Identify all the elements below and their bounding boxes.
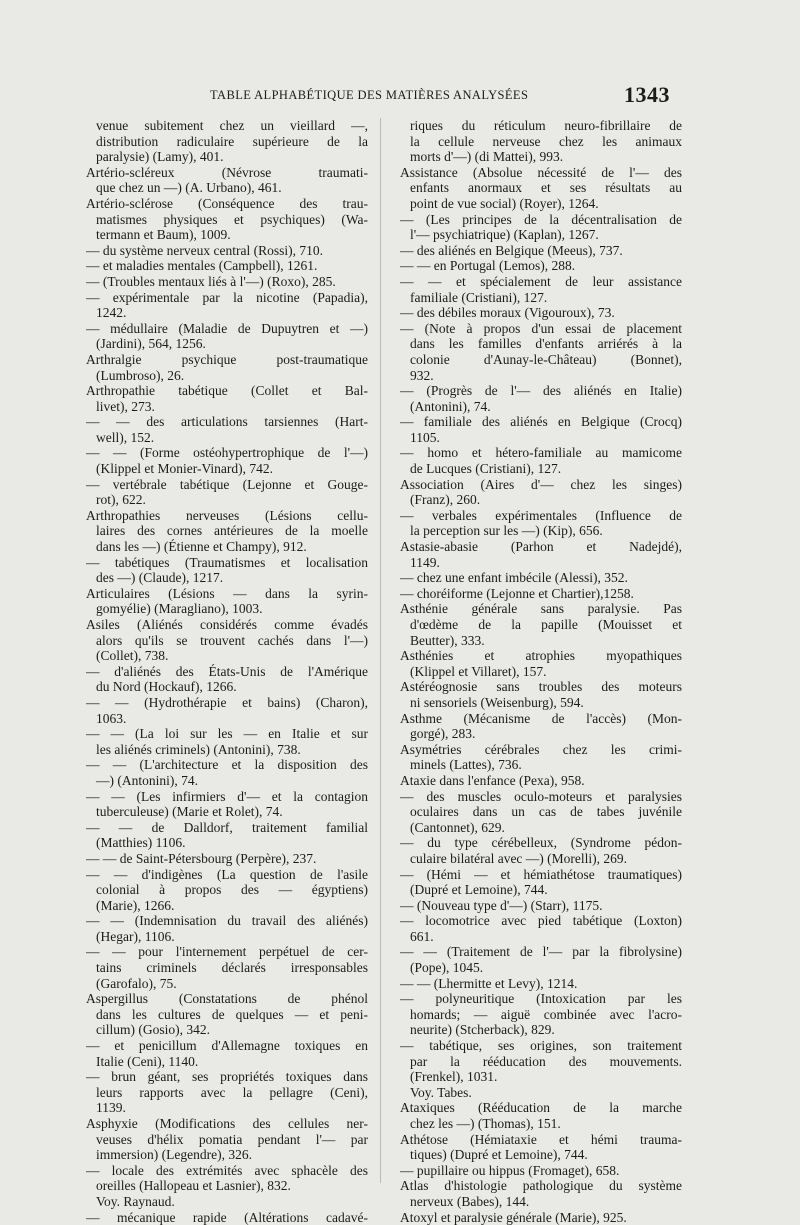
index-line: (Dupré et Lemoine), 744.	[410, 882, 548, 898]
index-line: — d'aliénés des États-Unis de l'Amérique	[86, 663, 368, 679]
index-line: 1139.	[96, 1100, 126, 1116]
index-line: 661.	[410, 928, 434, 944]
index-line: d'œdème de la papille (Mouisset et	[410, 617, 682, 632]
index-line: la perception sur les —) (Kip), 656.	[410, 523, 603, 539]
index-line: Aspergillus (Constatations de phénol	[86, 991, 368, 1007]
index-line: — (Note à propos d'un essai de placement	[400, 320, 682, 336]
index-line: distribution radiculaire supérieure de la	[96, 133, 368, 149]
index-line: — familiale des aliénés en Belgique (Crocq)	[400, 414, 682, 430]
index-line: — (Les principes de la décentralisation de	[400, 211, 682, 227]
index-line: — — (Hydrothérapie et bains) (Charon),	[86, 694, 368, 710]
index-line: oculaires dans un cas de tabes juvénile	[410, 804, 682, 820]
index-line: homards; — aiguë combinée avec l'acro-	[410, 1006, 682, 1022]
index-line: — médullaire (Maladie de Dupuytren et —)	[86, 320, 368, 336]
index-line: — tabétiques (Traumatismes et localisation	[86, 554, 368, 570]
index-line: Beutter), 333.	[410, 632, 485, 648]
page-header	[70, 82, 670, 108]
index-line: Artério-scléreux (Névrose traumati-	[86, 164, 368, 180]
index-line: 1242.	[96, 305, 127, 321]
index-line: des —) (Claude), 1217.	[96, 570, 224, 586]
index-line: veuses d'hélix pomatia pendant l'— par	[96, 1131, 368, 1147]
index-line: tiques) (Dupré et Lemoine), 744.	[410, 1147, 588, 1163]
index-line: morts d'—) (di Mattei), 993.	[410, 149, 564, 165]
index-line: Asthme (Mécanisme de l'accès) (Mon-	[400, 710, 682, 726]
index-line: — — en Portugal (Lemos), 288.	[400, 258, 576, 274]
index-line: — verbales expérimentales (Influence de	[400, 507, 682, 523]
index-line: alors qu'ils se trouvent cachés dans l'—)	[96, 632, 368, 648]
index-line: (Cantonnet), 629.	[410, 819, 505, 835]
index-line: (Garofalo), 75.	[96, 975, 177, 991]
index-line: matismes physiques et psychiques) (Wa-	[96, 211, 368, 227]
index-line: Articulaires (Lésions — dans la syrin-	[86, 585, 368, 601]
index-line: Astéréognosie sans troubles des moteurs	[400, 679, 682, 695]
index-line: gomyélie) (Maragliano), 1003.	[96, 601, 263, 617]
index-line: 1105.	[410, 429, 440, 445]
index-line: Artério-sclérose (Conséquence des trau-	[86, 195, 368, 211]
index-line: 1063.	[96, 710, 127, 726]
index-line: tains criminels déclarés irresponsables	[96, 960, 368, 976]
index-line: Voy. Tabes.	[410, 1084, 472, 1100]
index-line: l'— psychiatrique) (Kaplan), 1267.	[410, 227, 599, 243]
index-line: — — (Les infirmiers d'— et la contagion	[86, 788, 368, 804]
index-line: — — de Dalldorf, traitement familial	[86, 819, 368, 835]
index-line: — — (Forme ostéohypertrophique de l'—)	[86, 445, 368, 461]
index-line: Arthropathies nerveuses (Lésions cellu-	[86, 507, 368, 523]
index-line: (Marie), 1266.	[96, 897, 175, 913]
index-line: neurite) (Stcherback), 829.	[410, 1022, 555, 1038]
index-line: nerveux (Babes), 144.	[410, 1193, 530, 1209]
index-line: termann et Baum), 1009.	[96, 227, 231, 243]
index-line: Asphyxie (Modifications des cellules ner-	[86, 1116, 368, 1131]
index-line: minels (Lattes), 736.	[410, 757, 522, 773]
index-line: — — de Saint-Pétersbourg (Perpère), 237.	[86, 850, 317, 866]
index-line: well), 152.	[96, 429, 155, 445]
index-line: enfants anormaux et ses résultats au	[410, 180, 682, 196]
index-line: — — d'indigènes (La question de l'asile	[86, 866, 368, 882]
index-line: — et penicillum d'Allemagne toxiques en	[86, 1038, 368, 1054]
index-line: Asthénie générale sans paralysie. Pas	[400, 601, 682, 617]
index-line: livet), 273.	[96, 398, 155, 414]
index-line: Arthropathie tabétique (Collet et Bal-	[86, 383, 368, 399]
index-line: Association (Aires d'— chez les singes)	[400, 476, 682, 492]
index-line: — choréiforme (Lejonne et Chartier),1258.	[400, 585, 634, 601]
index-line: — tabétique, ses origines, son traitement	[400, 1038, 682, 1054]
index-line: Italie (Ceni), 1140.	[96, 1053, 199, 1069]
index-line: (Lumbroso), 26.	[96, 367, 185, 383]
index-line: — polyneuritique (Intoxication par les	[400, 991, 682, 1007]
index-line: Ataxiques (Rééducation de la marche	[400, 1100, 682, 1116]
index-line: paralysie) (Lamy), 401.	[96, 149, 224, 165]
index-line: Asthénies et atrophies myopathiques	[400, 648, 682, 664]
index-line: — des aliénés en Belgique (Meeus), 737.	[400, 242, 623, 258]
index-line: — homo et hétero-familiale au mamicome	[400, 445, 682, 461]
index-line: Ataxie dans l'enfance (Pexa), 958.	[400, 772, 585, 788]
index-line: culaire bilatéral avec —) (Morelli), 269.	[410, 850, 628, 866]
index-line: venue subitement chez un vieillard —,	[96, 118, 368, 133]
index-line: (Frenkel), 1031.	[410, 1069, 498, 1085]
index-line: (Klippel et Villaret), 157.	[410, 663, 547, 679]
index-line: —) (Antonini), 74.	[96, 772, 198, 788]
index-line: de Lucques (Cristiani), 127.	[410, 461, 562, 477]
index-line: — — (La loi sur les — en Italie et sur	[86, 726, 368, 742]
index-line: dans les familles d'enfants arriérés à la	[410, 336, 682, 352]
index-line: — — (L'architecture et la disposition des	[86, 757, 368, 773]
index-line: tuberculeuse) (Marie et Rolet), 74.	[96, 804, 283, 820]
index-line: 932.	[410, 367, 434, 383]
left-column	[86, 118, 368, 1225]
index-line: — brun géant, ses propriétés toxiques dans	[86, 1069, 368, 1085]
index-line: les aliénés criminels) (Antonini), 738.	[96, 741, 301, 757]
index-line: — locale des extrémités avec sphacèle des	[86, 1162, 368, 1178]
index-line: (Klippel et Monier-Vinard), 742.	[96, 461, 273, 477]
index-line: que chez un —) (A. Urbano), 461.	[96, 180, 282, 196]
index-line: rot), 622.	[96, 492, 146, 508]
index-line: ni sensoriels (Weisenburg), 594.	[410, 694, 584, 710]
index-line: Atlas d'histologie pathologique du système	[400, 1178, 682, 1194]
index-line: Asiles (Aliénés considérés comme évadés	[86, 617, 368, 632]
index-line: — du type cérébelleux, (Syndrome pédon-	[400, 835, 682, 851]
index-line: colonie d'Aunay-le-Château) (Bonnet),	[410, 351, 682, 367]
index-line: point de vue social) (Royer), 1264.	[410, 195, 599, 211]
index-line: familiale (Cristiani), 127.	[410, 289, 548, 305]
index-line: dans les cultures de quelques — et peni-	[96, 1006, 368, 1022]
index-line: Arthralgie psychique post-traumatique	[86, 351, 368, 367]
index-line: Atoxyl et paralysie générale (Marie), 925.	[400, 1209, 627, 1225]
index-line: gorgé), 283.	[410, 726, 476, 742]
index-line: 1149.	[410, 554, 440, 570]
index-line: colonial à propos des — égyptiens)	[96, 882, 368, 898]
index-line: cillum) (Gosio), 342.	[96, 1022, 210, 1038]
index-line: — — pour l'internement perpétuel de cer-	[86, 944, 368, 960]
index-line: — — (Traitement de l'— par la fibrolysine)	[400, 944, 682, 960]
index-line: chez les —) (Thomas), 151.	[410, 1116, 561, 1131]
index-line: — — (Lhermitte et Levy), 1214.	[400, 975, 578, 991]
index-line: leurs rapports avec la pellagre (Ceni),	[96, 1084, 368, 1100]
index-line: — des muscles oculo-moteurs et paralysies	[400, 788, 682, 804]
column-divider	[380, 118, 381, 1183]
index-line: (Pope), 1045.	[410, 960, 484, 976]
page-number: 1343	[624, 82, 670, 107]
index-line: laires des cornes antérieures de la moelle	[96, 523, 368, 539]
index-line: — des débiles moraux (Vigouroux), 73.	[400, 305, 615, 321]
index-line: Assistance (Absolue nécessité de l'— des	[400, 164, 682, 180]
index-line: — (Progrès de l'— des aliénés en Italie)	[400, 383, 682, 399]
index-line: — locomotrice avec pied tabétique (Loxton)	[400, 913, 682, 929]
index-line: (Antonini), 74.	[410, 398, 491, 414]
index-line: — chez une enfant imbécile (Alessi), 352.	[400, 570, 628, 586]
index-line: — — (Indemnisation du travail des aliénés)	[86, 913, 368, 929]
index-line: — vertébrale tabétique (Lejonne et Gouge-	[86, 476, 368, 492]
index-line: — (Nouveau type d'—) (Starr), 1175.	[400, 897, 603, 913]
index-line: Voy. Raynaud.	[96, 1193, 175, 1209]
index-line: Astasie-abasie (Parhon et Nadejdé),	[400, 539, 682, 555]
index-line: — du système nerveux central (Rossi), 710.	[86, 242, 323, 258]
index-line: oreilles (Hallopeau et Lasnier), 832.	[96, 1178, 291, 1194]
right-column	[400, 118, 682, 1225]
index-line: (Jardini), 564, 1256.	[96, 336, 206, 352]
index-line: du Nord (Hockauf), 1266.	[96, 679, 237, 695]
index-line: par la rééducation des mouvements.	[410, 1053, 682, 1069]
index-line: (Collet), 738.	[96, 648, 169, 664]
index-line: — — et spécialement de leur assistance	[400, 273, 682, 289]
index-line: Asymétries cérébrales chez les crimi-	[400, 741, 682, 757]
index-line: — — des articulations tarsiennes (Hart-	[86, 414, 368, 430]
index-line: — (Hémi — et hémiathétose traumatiques)	[400, 866, 682, 882]
index-line: riques du réticulum neuro-fibrillaire de	[410, 118, 682, 133]
index-line: (Franz), 260.	[410, 492, 481, 508]
index-line: immersion) (Legendre), 326.	[96, 1147, 252, 1163]
index-line: — expérimentale par la nicotine (Papadia),	[86, 289, 368, 305]
index-line: — (Troubles mentaux liés à l'—) (Roxo), 285.	[86, 273, 336, 289]
index-line: (Matthies) 1106.	[96, 835, 186, 851]
index-line: — pupillaire ou hippus (Fromaget), 658.	[400, 1162, 620, 1178]
index-line: (Hegar), 1106.	[96, 928, 175, 944]
running-title: TABLE ALPHABÉTIQUE DES MATIÈRES ANALYSÉES	[210, 88, 529, 102]
index-line: — et maladies mentales (Campbell), 1261.	[86, 258, 318, 274]
index-line: dans les —) (Étienne et Champy), 912.	[96, 539, 307, 555]
index-line: Athétose (Hémiataxie et hémi trauma-	[400, 1131, 682, 1147]
index-line: — mécanique rapide (Altérations cadavé-	[86, 1209, 368, 1225]
index-line: la cellule nerveuse chez les animaux	[410, 133, 682, 149]
